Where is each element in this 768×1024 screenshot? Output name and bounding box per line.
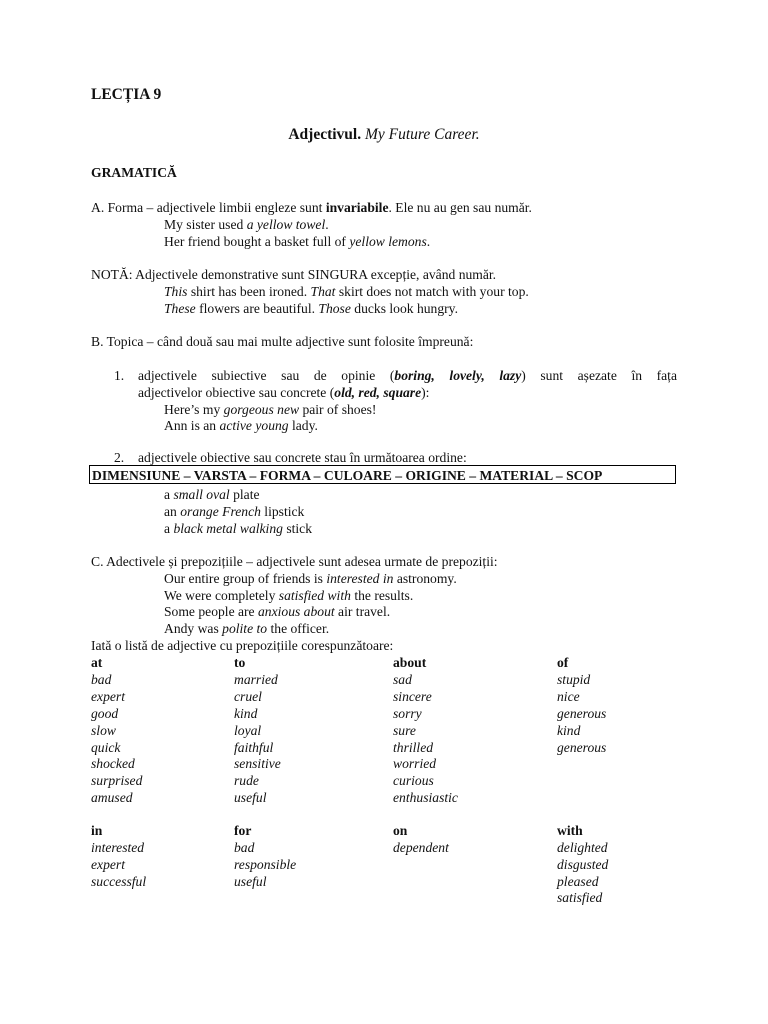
column-header-about: about [393, 655, 427, 670]
adjective-cell: sincere [393, 689, 432, 704]
text: Ann is an [164, 418, 220, 433]
adjective-cell: sure [393, 723, 416, 738]
text: the officer. [267, 621, 330, 636]
adjective-cell: disgusted [557, 857, 609, 872]
column-header-on: on [393, 823, 408, 838]
example-phrase: active young [219, 418, 289, 433]
adjective-cell: slow [91, 723, 116, 738]
adjective-cell: sad [393, 672, 412, 687]
adjective-order: DIMENSIUNE – VARSTA – FORMA – CULOARE – ORIGINE – MATERIAL – SCOP [92, 468, 603, 483]
adjective-cell: nice [557, 689, 580, 704]
list-number: 1. [114, 368, 125, 383]
section-c-intro: C. Adectivele și prepozițiile – adjectivele sunt adesea urmate de prepoziții: [91, 554, 498, 569]
example-line [164, 283, 529, 300]
nota-text: NOTĂ: Adjectivele demonstrative sunt SINGURA excepție, având număr. [91, 267, 497, 282]
text: . [325, 217, 329, 232]
adjective-cell: kind [234, 706, 258, 721]
adjective-cell: amused [91, 790, 133, 805]
example-line [164, 216, 329, 233]
section-a-intro [91, 199, 532, 216]
text: astronomy. [393, 571, 457, 586]
text: A. Forma – adjectivele limbii engleze sunt [91, 200, 326, 215]
list-intro: Iată o listă de adjective cu prepozițiile corespunzătoare: [91, 638, 394, 653]
example-line [164, 570, 457, 587]
adjective-cell: useful [234, 790, 267, 805]
adjective-cell: worried [393, 756, 437, 771]
text: a [164, 487, 174, 502]
adjective-cell: pleased [557, 874, 599, 889]
text: Her friend bought a basket full of [164, 234, 350, 249]
example-phrase: Those [318, 301, 351, 316]
text: Here’s my [164, 402, 224, 417]
example-line [164, 520, 312, 537]
text: lipstick [260, 504, 305, 519]
example-adjectives: boring, lovely, lazy [394, 368, 522, 383]
text: plate [229, 487, 260, 502]
text: pair of shoes! [299, 402, 377, 417]
text: ): [421, 385, 430, 400]
example-phrase: black metal walking [173, 521, 283, 536]
column-header-for: for [234, 823, 252, 838]
adjective-cell: successful [91, 874, 147, 889]
text: the results. [350, 588, 414, 603]
adjective-cell: responsible [234, 857, 297, 872]
adjective-cell: expert [91, 689, 125, 704]
adjective-cell: sorry [393, 706, 422, 721]
example-line [164, 620, 329, 637]
adjective-cell: quick [91, 740, 121, 755]
adjective-cell: kind [557, 723, 581, 738]
adjective-cell: sensitive [234, 756, 281, 771]
example-line [164, 417, 318, 434]
text: . [426, 234, 431, 249]
adjective-cell: rude [234, 773, 259, 788]
example-phrase: This [164, 284, 188, 299]
emphasis: invariabile [325, 200, 389, 215]
text: shirt has been ironed. [187, 284, 311, 299]
adjective-cell: bad [91, 672, 112, 687]
adjective-cell: shocked [91, 756, 135, 771]
text: lady. [288, 418, 318, 433]
text: flowers are beautiful. [195, 301, 319, 316]
adjective-cell: delighted [557, 840, 608, 855]
adjective-cell: thrilled [393, 740, 434, 755]
adjective-cell: dependent [393, 840, 449, 855]
text: a [164, 521, 174, 536]
text: Some people are [164, 604, 258, 619]
column-header-in: in [91, 823, 103, 838]
example-line [164, 300, 458, 317]
list-item-text [138, 367, 677, 384]
adjective-cell: good [91, 706, 119, 721]
adjective-cell: surprised [91, 773, 143, 788]
adjective-cell: satisfied [557, 890, 603, 905]
example-phrase: interested in [326, 571, 394, 586]
text: ducks look hungry. [350, 301, 458, 316]
text: stick [282, 521, 312, 536]
document-title [0, 126, 768, 143]
example-line [164, 233, 430, 250]
example-line [164, 401, 376, 418]
adjective-cell: faithful [234, 740, 274, 755]
text: . Ele nu au gen sau număr. [388, 200, 532, 215]
adjective-cell: stupid [557, 672, 591, 687]
example-phrase: yellow lemons [349, 234, 427, 249]
text: ) sunt așezate în fața [521, 368, 677, 383]
example-adjectives: old, red, square [334, 385, 422, 400]
example-phrase: gorgeous new [223, 402, 300, 417]
column-header-with: with [557, 823, 583, 838]
adjective-cell: interested [91, 840, 145, 855]
example-line [164, 587, 413, 604]
adjective-cell: enthusiastic [393, 790, 458, 805]
adjective-cell: useful [234, 874, 267, 889]
text: Andy was [164, 621, 223, 636]
example-phrase: a yellow towel [246, 217, 326, 232]
section-b-intro: B. Topica – când două sau mai multe adjective sunt folosite împreună: [91, 334, 474, 349]
title-sub: My Future Career. [364, 126, 480, 143]
example-phrase: orange French [180, 504, 261, 519]
text: We were completely [164, 588, 279, 603]
text: Our entire group of friends is [164, 571, 327, 586]
text: air travel. [334, 604, 391, 619]
lesson-heading: LECȚIA 9 [91, 86, 162, 103]
example-line [164, 503, 304, 520]
example-phrase: anxious about [258, 604, 335, 619]
text: an [164, 504, 181, 519]
column-header-to: to [234, 655, 246, 670]
example-phrase: That [310, 284, 336, 299]
title-main: Adjectivul. [288, 126, 362, 143]
example-phrase: These [164, 301, 196, 316]
adjective-cell: generous [557, 740, 607, 755]
example-phrase: polite to [222, 621, 268, 636]
text: skirt does not match with your top. [335, 284, 529, 299]
list-item-text: adjectivele obiective sau concrete stau în următoarea ordine: [138, 450, 467, 465]
list-number: 2. [114, 450, 125, 465]
example-line [164, 603, 390, 620]
text: adjectivele subiective sau de opinie ( [138, 368, 395, 383]
adjective-cell: bad [234, 840, 255, 855]
adjective-cell: loyal [234, 723, 262, 738]
adjective-cell: married [234, 672, 278, 687]
example-line [164, 486, 260, 503]
list-item-text [138, 384, 429, 401]
column-header-at: at [91, 655, 103, 670]
adjective-cell: curious [393, 773, 434, 788]
section-heading: GRAMATICĂ [91, 165, 177, 180]
adjective-cell: generous [557, 706, 607, 721]
adjective-cell: expert [91, 857, 125, 872]
column-header-of: of [557, 655, 569, 670]
adjective-cell: cruel [234, 689, 262, 704]
example-phrase: satisfied with [278, 588, 351, 603]
text: adjectivelor obiective sau concrete ( [138, 385, 335, 400]
example-phrase: small oval [173, 487, 230, 502]
text: My sister used [164, 217, 247, 232]
